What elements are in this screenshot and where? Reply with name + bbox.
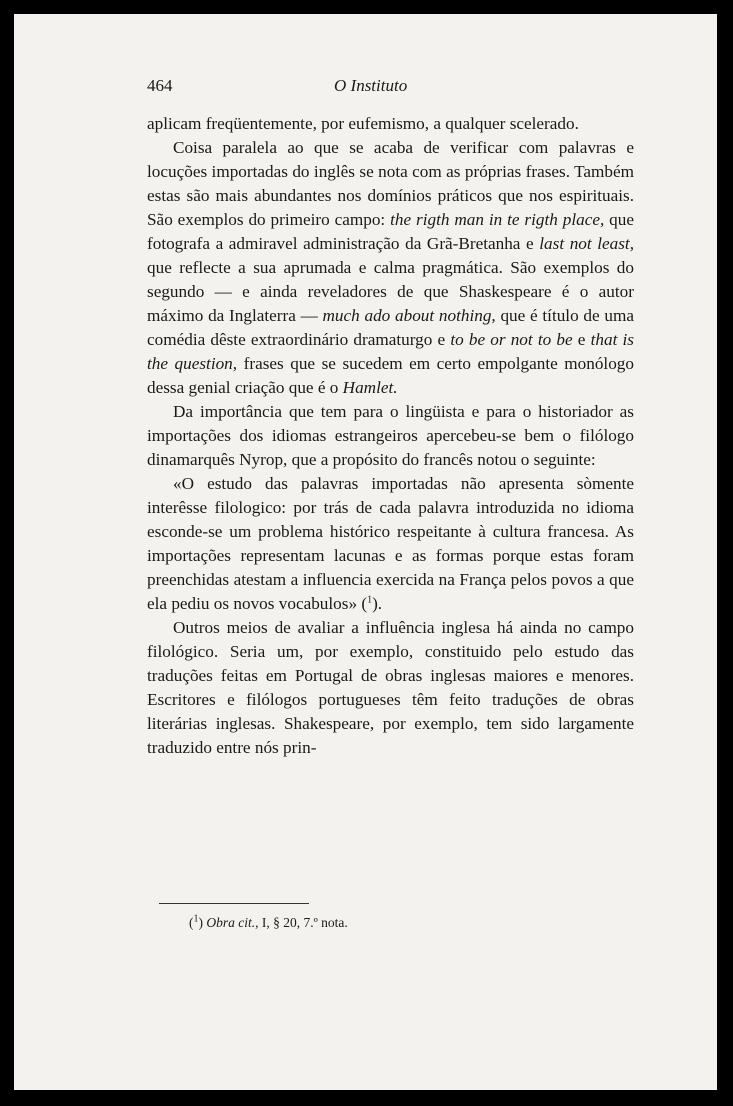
footnote-divider	[159, 903, 309, 904]
paragraph-translations: Outros meios de avaliar a influência inglesa há ainda no campo filológico. Seria um, por exemplo, constituido pelo estudo das traduções feitas em Portugal de obras inglesas maiores e menores. Escritores e filólogos portugueses têm feito traduções de obras literárias inglesas. Shakespeare, por exemplo, tem sido largamente traduzido entre nós prin-	[147, 618, 634, 757]
footnote-paren: )	[198, 915, 203, 930]
footnote-work: Obra cit.,	[206, 915, 259, 930]
footnote-reference: 1	[367, 594, 373, 606]
text-run: ).	[372, 594, 383, 613]
paragraph-quotation	[147, 472, 634, 616]
paragraph-continuation: aplicam freqüentemente, por eufemismo, a qualquer scelerado.	[147, 114, 579, 133]
text-run: «O estudo das palavras importadas não apresenta sòmente interêsse filologico: por trás de cada palavra introduzida no idioma esconde-se um problema histórico respeitante à cultura francesa. As importações representam lacunas e as formas porque estas foram preenchidas atestam a influencia exercida na França pelos povos a que ela pediu os novos vocabulos» (	[147, 474, 634, 613]
footnote-paren: (	[189, 915, 194, 930]
italic-phrase: the rigth man in te rigth place,	[390, 210, 605, 229]
text-run: que fotografa a admiravel administração da Grã-Bretanha e	[147, 210, 634, 253]
text-run: frases que se sucedem em certo empolgante monólogo dessa genial criação que é o	[147, 354, 634, 397]
italic-phrase: last not least,	[539, 234, 635, 253]
text-run: e	[572, 330, 591, 349]
italic-phrase: that is the question,	[147, 330, 634, 373]
text-run: que reflecte a sua aprumada e calma pragmática. São exemplos do segundo — e ainda reveladores de que Shaskespeare é o autor máximo da Inglaterra —	[147, 258, 634, 325]
text-run: Coisa paralela ao que se acaba de verificar com palavras e locuções importadas do inglês se nota com as próprias frases. Também estas são mais abundantes nos domínios práticos que nos espirituais. São exemplos do primeiro campo:	[147, 138, 634, 229]
italic-phrase: Hamlet.	[342, 378, 398, 397]
footnote-reference-text: I, § 20, 7.º nota.	[258, 915, 348, 930]
text-run: que é título de uma comédia dêste extraordinário dramaturgo e	[147, 306, 634, 349]
running-title: O Instituto	[334, 76, 408, 95]
book-page	[14, 14, 717, 1090]
footnote	[189, 915, 348, 931]
italic-phrase: to be or not to be	[450, 330, 573, 349]
body-text	[147, 112, 634, 760]
footnote-marker: 1	[193, 913, 199, 925]
page-header	[147, 76, 634, 98]
paragraph-nyrop: Da importância que tem para o lingüista e para o historiador as importações dos idiomas estrangeiros apercebeu-se bem o filólogo dinamarquês Nyrop, que a propósito do francês notou o seguinte:	[147, 402, 634, 469]
italic-phrase: much ado about nothing,	[322, 306, 496, 325]
page-number: 464	[147, 76, 173, 95]
paragraph-phrases	[147, 136, 634, 400]
